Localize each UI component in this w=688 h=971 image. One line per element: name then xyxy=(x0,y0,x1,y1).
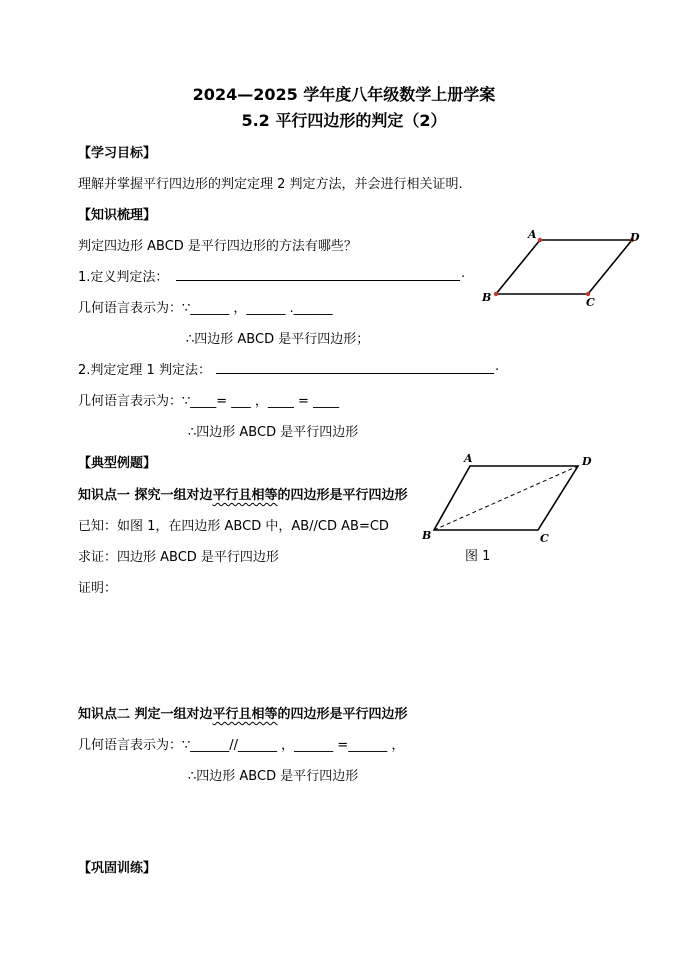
given-statement: 已知：如图 1，在四边形 ABCD 中，AB//CD AB=CD xyxy=(78,519,389,534)
geometric-language-2: 几何语言表示为：∵____= ___ ，____ = ____ xyxy=(78,394,340,409)
vertex-label-c: C xyxy=(586,296,595,309)
vertex-label-d: D xyxy=(630,231,640,244)
figure1-label-d: D xyxy=(582,455,592,468)
definition-method-label: 1.定义判定法： xyxy=(78,270,169,285)
page-title: 2024—2025 学年度八年级数学上册学案 xyxy=(192,85,496,104)
parallelogram-figure-1 xyxy=(420,450,600,546)
learning-goal: 理解并掌握平行四边形的判定定理 2 判定方法，并会进行相关证明. xyxy=(78,177,463,192)
section-heading-review: 【知识梳理】 xyxy=(78,208,157,223)
kp2-emphasis: 平行且相等 xyxy=(212,707,278,722)
figure1-label-c: C xyxy=(540,532,549,545)
kp1-prefix: 知识点一 探究一组对边 xyxy=(78,488,213,503)
conclusion-3: ∴四边形 ABCD 是平行四边形 xyxy=(188,769,359,784)
prove-statement: 求证：四边形 ABCD 是平行四边形 xyxy=(78,550,279,565)
review-question: 判定四边形 ABCD 是平行四边形的方法有哪些？ xyxy=(78,239,357,254)
parallelogram-shape xyxy=(496,240,632,294)
figure1-label-a: A xyxy=(464,452,473,465)
figure1-diagonal-bd xyxy=(434,466,578,530)
geometric-language-1: 几何语言表示为：∵______ ，______ .______ xyxy=(78,301,333,316)
section-heading-examples: 【典型例题】 xyxy=(78,456,157,471)
kp1-suffix: 的四边形是平行四边形 xyxy=(277,488,408,503)
vertex-label-a: A xyxy=(528,228,537,241)
figure-1-caption: 图 1 xyxy=(465,549,491,564)
theorem1-end-period: . xyxy=(495,359,500,374)
definition-end-period: . xyxy=(461,266,466,281)
knowledge-point-2 xyxy=(78,703,408,722)
knowledge-point-1 xyxy=(78,484,408,503)
conclusion-1: ∴四边形 ABCD 是平行四边形； xyxy=(186,332,370,347)
parallelogram-figure-top xyxy=(478,228,648,312)
geometric-language-3: 几何语言表示为：∵______//______ ，______ =______ ， xyxy=(78,738,405,753)
kp2-suffix: 的四边形是平行四边形 xyxy=(277,707,408,722)
conclusion-2: ∴四边形 ABCD 是平行四边形 xyxy=(188,425,359,440)
definition-blank-line xyxy=(176,280,460,281)
vertex-dot-a xyxy=(538,238,542,242)
vertex-dot-b xyxy=(494,292,498,296)
section-heading-goals: 【学习目标】 xyxy=(78,146,157,161)
figure1-label-b: B xyxy=(422,529,432,542)
proof-label: 证明： xyxy=(78,581,118,596)
kp2-prefix: 知识点二 判定一组对边 xyxy=(78,707,213,722)
page-subtitle: 5.2 平行四边形的判定（2） xyxy=(241,111,447,130)
theorem1-method-label: 2.判定定理 1 判定法： xyxy=(78,363,211,378)
vertex-label-b: B xyxy=(482,291,492,304)
section-heading-practice: 【巩固训练】 xyxy=(78,861,157,876)
kp1-emphasis: 平行且相等 xyxy=(212,488,278,503)
theorem1-blank-line xyxy=(216,373,494,374)
